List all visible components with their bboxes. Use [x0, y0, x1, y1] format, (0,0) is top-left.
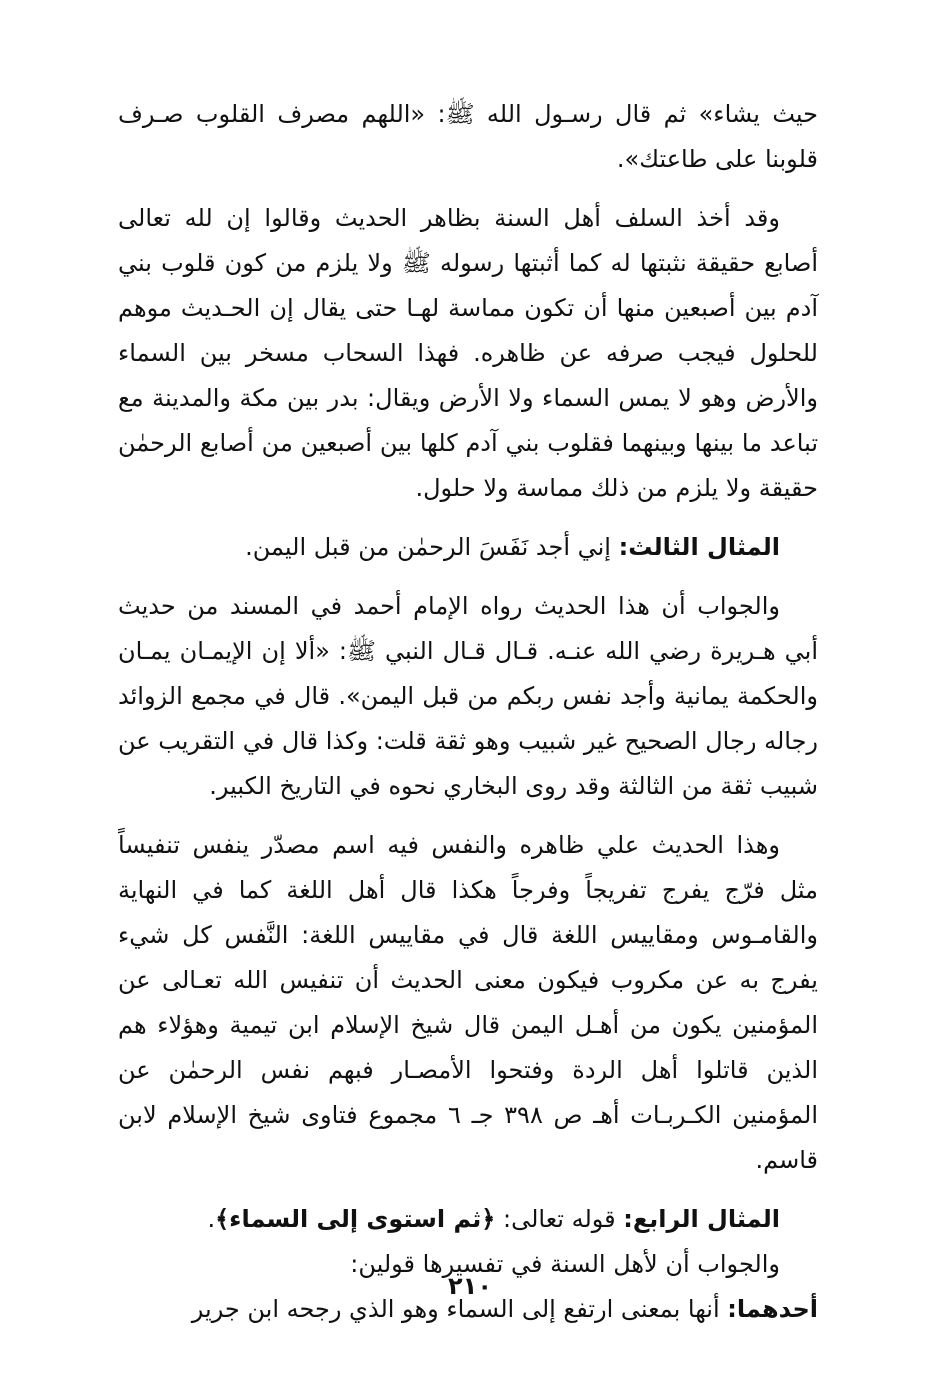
document-body [118, 92, 818, 1332]
example-text: إني أجد نَفَسَ الرحمٰن من قبل اليمن. [245, 533, 619, 561]
example-text: قوله تعالى: [495, 1205, 624, 1233]
example-label: المثال الثالث: [618, 533, 780, 561]
paragraph-continuation [118, 92, 818, 182]
paragraph-text: والجواب أن هذا الحديث رواه الإمام أحمد في المسند من حديث أبي هـريرة رضي الله عنـه. قـال قـال النبي ﷺ: «ألا إن الإيمـان يمـان والحكمة يمانية وأجد نفس ربكم من قبل اليمن». قال في مجمع الزوائد رجاله رجال الصحيح غير شبيب وهو ثقة قلت: وكذا قال في التقريب عن شبيب ثقة من الثالثة وقد روى البخاري نحوه في التاريخ الكبير. [118, 592, 818, 800]
quran-quote: ﴿ثم استوى إلى السماء﴾ [215, 1205, 496, 1233]
example-three-heading [118, 525, 818, 570]
paragraph-fingers-hadith [118, 196, 818, 511]
paragraph-answer-three [118, 584, 818, 809]
page-number: ٢١٠ [448, 1272, 492, 1300]
paragraph-text: وقد أخذ السلف أهل السنة بظاهر الحديث وقالوا إن لله تعالى أصابع حقيقة نثبتها له كما أثبتها رسوله ﷺ ولا يلزم من كون قلوب بني آدم بين أصبعين منها أن تكون مماسة لهـا حتى يقال إن الحـديث موهم للحلول فيجب صرفه عن ظاهره. فهذا السحاب مسخر بين السماء والأرض وهو لا يمس السماء ولا الأرض ويقال: بدر بين مكة والمدينة مع تباعد ما بينها وبينهما فقلوب بني آدم كلها بين أصبعين من أصابع الرحمٰن حقيقة ولا يلزم من ذلك مماسة ولا حلول. [118, 204, 818, 502]
paragraph-nafas-meaning [118, 823, 818, 1183]
paragraph-text: أنها بمعنى ارتفع إلى السماء وهو الذي رجحه ابن جرير [191, 1295, 728, 1323]
example-four-heading [118, 1197, 818, 1242]
view-label: أحدهما: [727, 1295, 818, 1323]
paragraph-text: والجواب أن لأهل السنة في تفسيرها قولين: [350, 1250, 780, 1278]
example-tail: . [207, 1205, 216, 1233]
example-label: المثال الرابع: [623, 1205, 780, 1233]
paragraph-text: حيث يشاء» ثم قال رسـول الله ﷺ: «اللهم مصرف القلوب صـرف قلوبنا على طاعتك». [118, 100, 818, 173]
paragraph-text: وهذا الحديث علي ظاهره والنفس فيه اسم مصدّر ينفس تنفيساً مثل فرّج يفرج تفريجاً وفرجاً هكذا قال أهل اللغة كما في النهاية والقامـوس ومقاييس اللغة قال في مقاييس اللغة: النَّفس كل شيء يفرج به عن مكروب فيكون معنى الحديث أن تنفيس الله تعـالى عن المؤمنين يكون من أهـل اليمن قال شيخ الإسلام ابن تيمية وهؤلاء هم الذين قاتلوا أهل الردة وفتحوا الأمصـار فبهم نفس الرحمٰن عن المؤمنين الكـربـات أهـ ص ٣٩٨ جـ ٦ مجموع فتاوى شيخ الإسلام لابن قاسم. [118, 831, 818, 1174]
